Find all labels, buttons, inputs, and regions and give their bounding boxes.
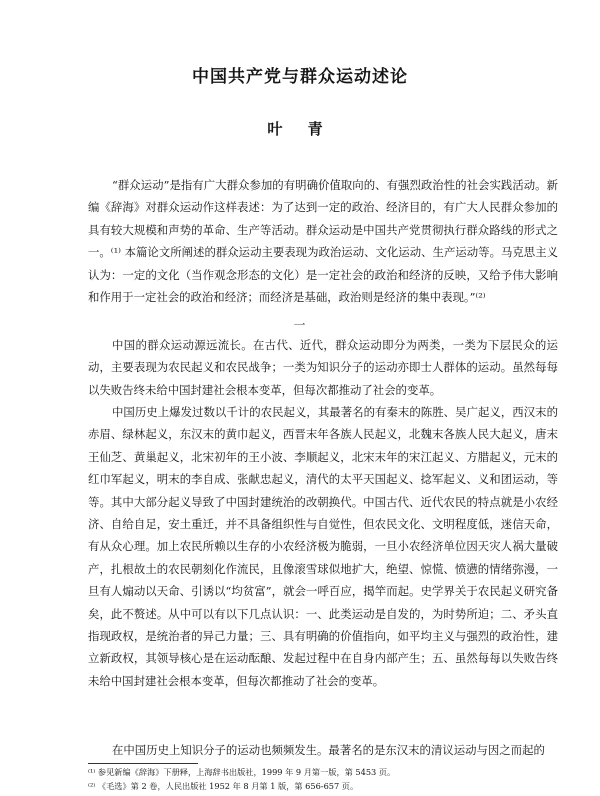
body-paragraph-1: 中国的群众运动源远流长。在古代、近代，群众运动即分为两类，一类为下层民众的运动，主要表现为农民起义和农民战争；一类为知识分子的运动亦即士人群体的运动。虽然每每以失败告终未给中国封建社会根本变革，但每次都推动了社会的变革。 — [88, 338, 558, 397]
intro-paragraph: “群众运动”是指有广大群众参加的有明确价值取向的、有强烈政治性的社会实践活动。新编《辞海》对群众运动作这样表述：为了达到一定的政治、经济目的，有广大人民群众参加的具有较大规模和声势的革命、生产等活动。群众运动是中国共产党贯彻执行群众路线的形式之一。⁽¹⁾ 本篇论文所阐述的群众运动主要表现为政治运动、文化运动、生产运动等。马克思主义认为：一定的文化（当作观念形态的文化）是一定社会的政治和经济的反映，又给予伟大影响和作用于一定社会的政治和经济；而经济是基础，政治则是经济的集中表现。”⁽²⁾ — [88, 178, 558, 305]
body-paragraph-3: 在中国历史上知识分子的运动也频频发生。最著名的是东汉末的清议运动与因之而起的 — [112, 743, 545, 757]
section-separator: 一 — [293, 318, 307, 332]
footnote-1: ⁽¹⁾ 参见新编《辞海》下册释，上海辞书出版社，1999 年 9 月第一版，第 5453 页。 — [88, 767, 396, 777]
footnote-divider — [88, 763, 198, 764]
author-name: 叶 青 — [267, 120, 333, 138]
body-paragraph-2: 中国历史上爆发过数以千计的农民起义，其最著名的有秦末的陈胜、吴广起义，西汉末的赤眉、绿林起义，东汉末的黄巾起义，西晋末年各族人民起义，北魏末各族人民大起义，唐末王仙芝、黄巢起义，北宋初年的王小波、李顺起义，北宋末年的宋江起义、方腊起义，元末的红巾军起义，明末的李自成、张献忠起义，清代的太平天国起义、捻军起义、义和团运动，等等。其中大部分起义导致了中国封建统治的改朝换代。中国古代、近代农民的特点就是小农经济、自给自足，安土重迁，并不具备组织性与自觉性，但农民文化、文明程度低，迷信天命，有从众心理。加上农民所赖以生存的小农经济极为脆弱，一旦小农经济单位因天灾人祸大量破产，扎根故土的农民朝刻化作流民，且像滚雪球似地扩大，绝望、惊慌、愤懑的情绪弥漫，一旦有人煽动以天命、引诱以“均贫富”，就会一呼百应，揭竿而起。史学界关于农民起义研究备矣，此不赘述。从中可以有以下几点认识：一、此类运动是自发的，为时势所迫；二、矛头直指现政权，是统治者的异己力量；三、具有明确的价值指向，如平均主义与强烈的政治性，建立新政权，其领导核心是在运动酝酿、发起过程中在自身内部产生；五、虽然每每以失败告终未给中国封建社会根本变革，但每次都推动了社会的变革。 — [88, 405, 558, 688]
footnote-2: ⁽²⁾ 《毛选》第 2 卷，人民出版社 1952 年 8 月第 1 版，第 656-657 页。 — [88, 781, 359, 791]
article-title: 中国共产党与群众运动述论 — [192, 67, 408, 87]
